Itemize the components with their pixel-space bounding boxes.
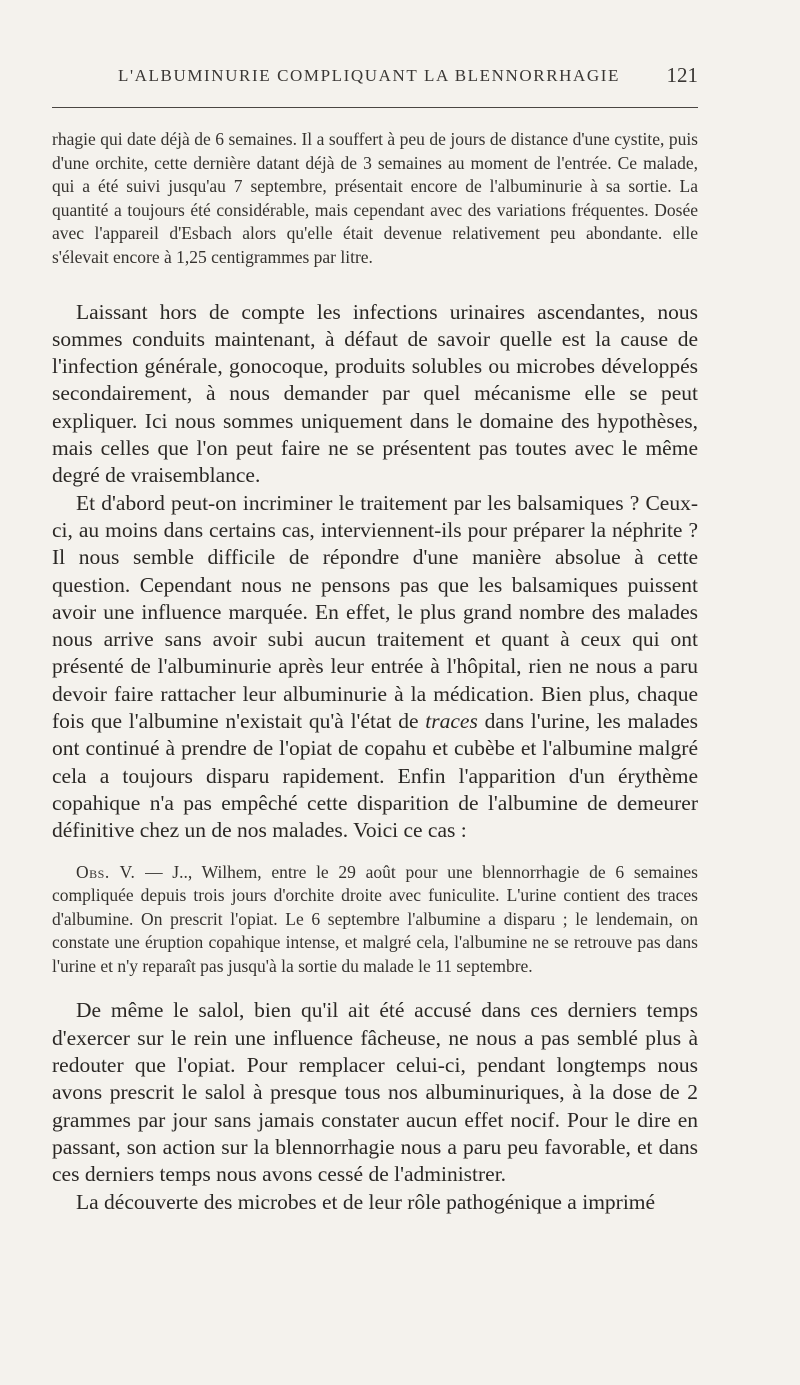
- running-title: L'ALBUMINURIE COMPLIQUANT LA BLENNORRHAGIE: [118, 66, 621, 85]
- paragraph-infections: Laissant hors de compte les infections urinaires ascendantes, nous sommes conduits maintenant, à défaut de savoir quelle est la cause de l'infection générale, gonocoque, produits solubles ou microbes développés secondairement, à nous demander par quel mécanisme elle se peut expliquer. Ici nous sommes uniquement dans le domaine des hypothèses, mais celles que l'on peut faire ne se présentent pas toutes avec le même degré de vraisemblance.: [52, 299, 698, 488]
- page-number: 121: [666, 63, 698, 87]
- observation-text: — J.., Wilhem, entre le 29 août pour une blennorrhagie de 6 semaines compliquée depuis trois jours d'orchite droite avec funiculite. L'urine contient des traces d'albumine. On prescrit l'opiat. Le 6 septembre l'albumine a disparu ; le lendemain, on constate une éruption copahique intense, et malgré cela, l'albumine ne se retrouve pas dans l'urine et n'y reparaît pas jusqu'à la sortie du malade le 11 septembre.: [52, 861, 698, 976]
- observation-label: Obs. V.: [76, 861, 136, 882]
- paragraph-balsamiques: [52, 490, 698, 845]
- header-rule: [52, 107, 698, 108]
- page-body: [52, 128, 698, 1216]
- paragraph-salol: De même le salol, bien qu'il ait été accusé dans ces derniers temps d'exercer sur le rein une influence fâcheuse, ne nous a pas semblé plus à redouter que l'opiat. Pour remplacer celui-ci, pendant longtemps nous avons prescrit le salol à presque tous nos albuminuriques, à la dose de 2 grammes par jour sans jamais constater aucun effet nocif. Pour le dire en passant, son action sur la blennorrhagie nous a paru peu favorable, et dans ces derniers temps nous avons cessé de l'administrer.: [52, 998, 698, 1187]
- observation-case: [52, 861, 698, 979]
- paragraph-text: Et d'abord peut-on incriminer le traitement par les balsamiques ? Ceux-ci, au moins dans certains cas, interviennent-ils pour préparer la néphrite ? Il nous semble difficile de répondre d'une manière absolue à cette question. Cependant nous ne pensons pas que les balsamiques puissent avoir une influence marquée. En effet, le plus grand nombre des malades nous arrive sans avoir subi aucun traitement et quant à ceux qui ont présenté de l'albuminurie après leur entrée à l'hôpital, rien ne nous a paru devoir faire rattacher leur albuminurie à la médication. Bien plus, chaque fois que l'albumine n'existait qu'à l'état de: [52, 490, 698, 734]
- italic-term: traces: [425, 709, 478, 734]
- paragraph-continuation: rhagie qui date déjà de 6 semaines. Il a souffert à peu de jours de distance d'une cystite, puis d'une orchite, cette dernière datant déjà de 3 semaines au moment de l'entrée. Ce malade, qui a été suivi jusqu'au 7 septembre, présentait encore de l'albuminurie à sa sortie. La quantité a toujours été considérable, mais cependant avec des variations fréquentes. Dosée avec l'appareil d'Esbach alors qu'elle était devenue relativement peu abondante. elle s'élevait encore à 1,25 centigrammes par litre.: [52, 129, 698, 267]
- paragraph-microbes: La découverte des microbes et de leur rôle pathogénique a imprimé: [76, 1189, 656, 1214]
- paragraph-text: dans l'urine, les malades ont continué à prendre de l'opiat de copahu et cubèbe et l'albumine malgré cela a toujours disparu rapidement. Enfin l'apparition d'un érythème copahique n'a pas empêché cette disparition de l'albumine de demeurer définitive chez un de nos malades. Voici ce cas :: [52, 709, 698, 843]
